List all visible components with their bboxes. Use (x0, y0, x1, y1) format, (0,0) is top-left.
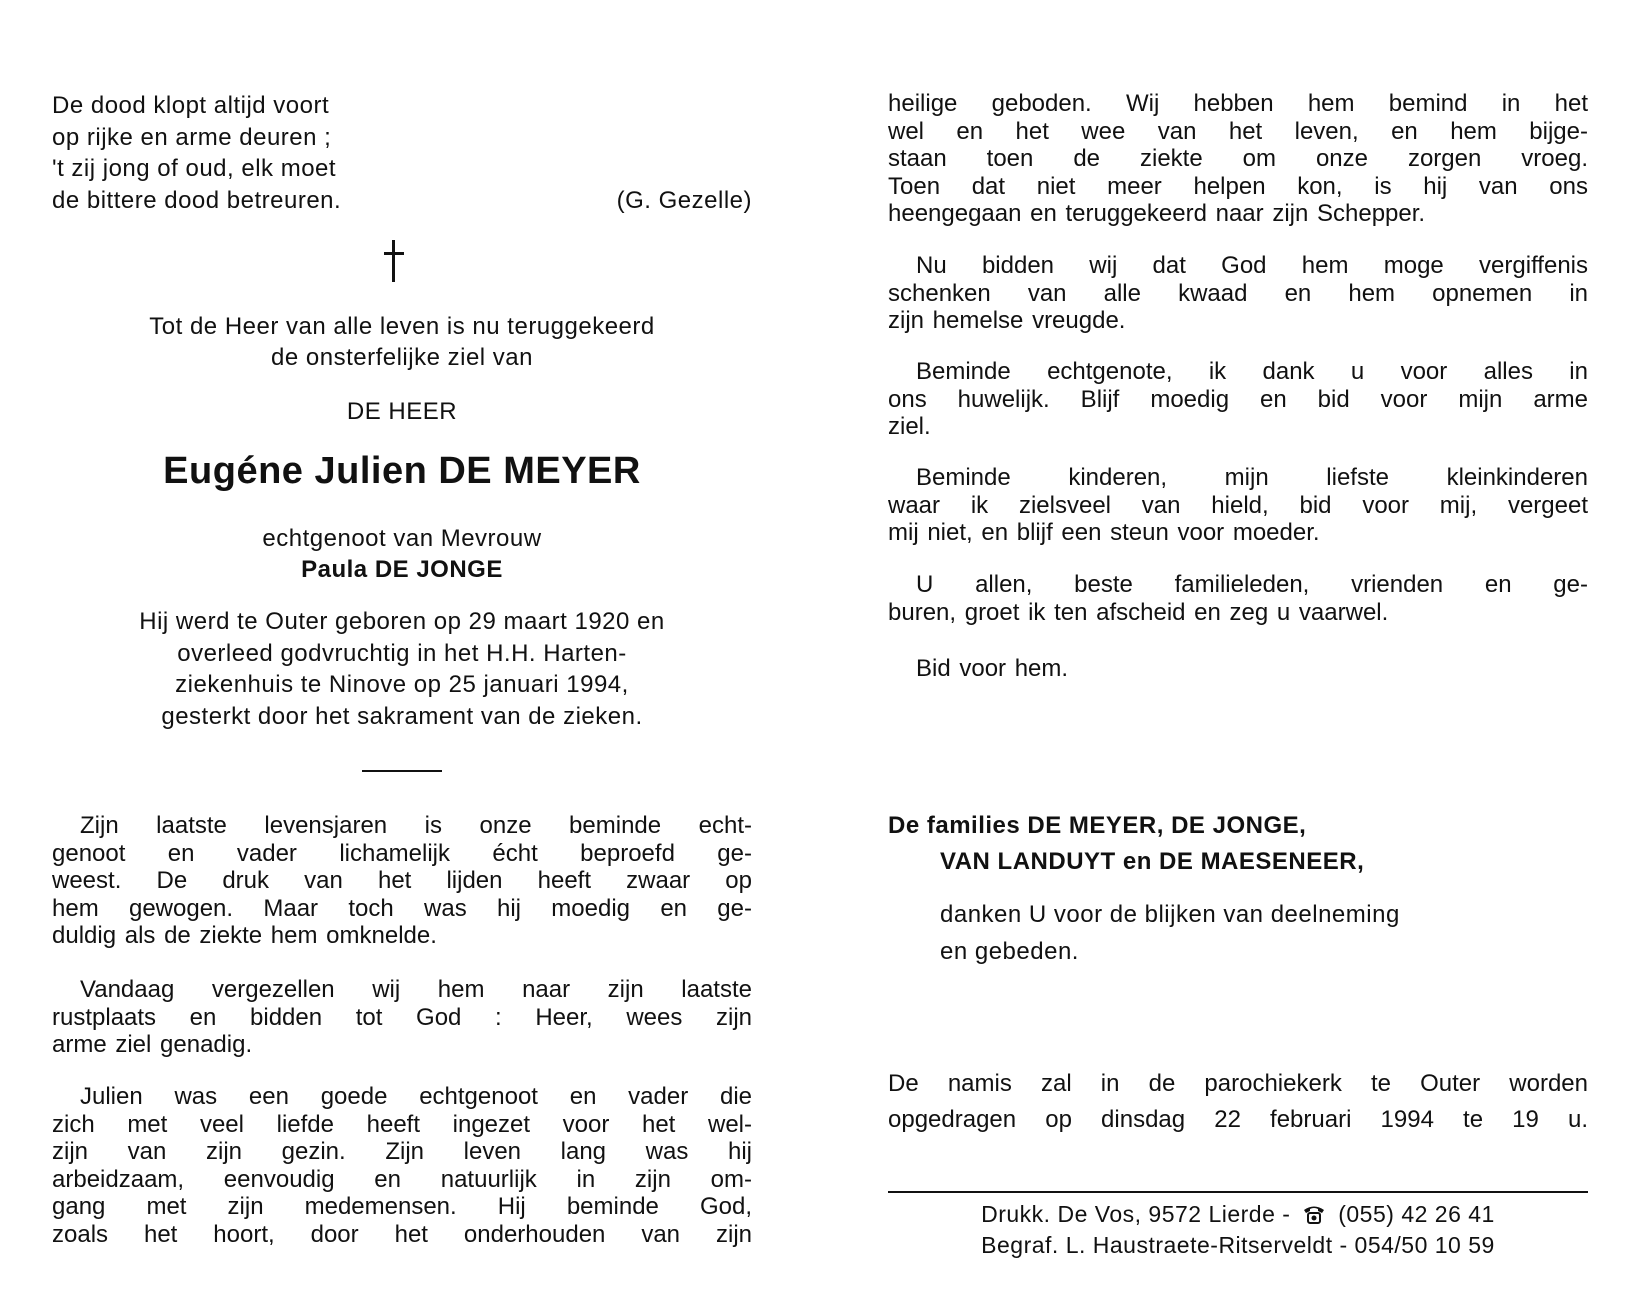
intro-line: Tot de Heer van alle leven is nu teruggekeerd (149, 313, 655, 340)
paragraph-line: staan toen de ziekte om onze zorgen vroeg. (888, 145, 1588, 172)
paragraph-line: zijn hemelse vreugde. (888, 307, 1126, 334)
divider (362, 770, 442, 772)
paragraph-line: Bid voor hem. (916, 655, 1069, 682)
telephone-icon (1301, 1203, 1327, 1225)
poem-line: 't zij jong of oud, elk moet (52, 155, 337, 182)
paragraph-line: wel en het wee van het leven, en hem bijge- (888, 117, 1588, 145)
paragraph-line: Toen dat niet meer helpen kon, is hij van ons (888, 172, 1588, 200)
birth-line: overleed godvruchtig in het H.H. Harten- (177, 639, 627, 667)
honorific (52, 396, 752, 427)
birth-line: ziekenhuis te Ninove op 25 januari 1994, (175, 671, 629, 698)
paragraph-line: Beminde kinderen, mijn liefste kleinkinderen (916, 464, 1588, 491)
paragraph-line: mij niet, en blijf een steun voor moeder. (888, 519, 1320, 546)
mass-line: opgedragen op dinsdag 22 februari 1994 te 19 u. (888, 1106, 1588, 1133)
paragraph-line: ziel. (888, 413, 931, 440)
families (888, 808, 1588, 880)
paragraph-line: rustplaats en bidden tot God : Heer, wees zijn (52, 1003, 752, 1031)
paragraph-line: arme ziel genadig. (52, 1031, 253, 1058)
footer-rule (888, 1191, 1588, 1193)
birth-line: gesterkt door het sakrament van de zieken. (161, 702, 643, 730)
paragraph-line: genoot en vader lichamelijk écht beproefd ge- (52, 839, 752, 867)
paragraph-line: duldig als de ziekte hem omknelde. (52, 922, 437, 949)
poem-line: de bittere dood betreuren. (52, 186, 342, 214)
families-line: VAN LANDUYT en DE MAESENEER, (940, 848, 1365, 875)
birth-line: Hij werd te Outer geboren op 29 maart 1920 en (139, 608, 665, 635)
paragraph-line: heilige geboden. Wij hebben hem bemind in het (888, 90, 1588, 117)
printer-info (888, 1199, 1588, 1261)
thanks (940, 896, 1560, 970)
cross-icon (384, 240, 404, 282)
printer-prefix: Drukk. De Vos, 9572 Lierde - (981, 1201, 1291, 1227)
paragraph-line: hem gewogen. Maar toch was hij moedig en ge- (52, 894, 752, 922)
undertaker-line: Begraf. L. Haustraete-Ritserveldt - 054/50 10 59 (981, 1232, 1495, 1258)
intro-line: de onsterfelijke ziel van (271, 344, 533, 371)
paragraph-right-4 (888, 571, 1588, 626)
paragraph-line: Nu bidden wij dat God hem moge vergiffenis (916, 252, 1588, 279)
paragraph-line: zoals het hoort, door het onderhouden van zijn (52, 1220, 752, 1248)
spouse (52, 523, 752, 585)
paragraph-line: Zijn laatste levensjaren is onze beminde echt- (80, 812, 752, 839)
birth-death-info (52, 606, 752, 732)
families-line: De families DE MEYER, DE JONGE, (888, 812, 1307, 839)
mass-line: De namis zal in de parochiekerk te Outer worden (888, 1070, 1588, 1097)
paragraph-right-1 (888, 252, 1588, 335)
printer-phone: (055) 42 26 41 (1338, 1201, 1495, 1227)
paragraph-line: zich met veel liefde heeft ingezet voor het wel- (52, 1110, 752, 1138)
paragraph-line: buren, groet ik ten afscheid en zeg u vaarwel. (888, 598, 1389, 626)
paragraph-right-0 (888, 90, 1588, 228)
paragraph-line: Julien was een goede echtgenoot en vader die (80, 1083, 752, 1110)
spouse-line: echtgenoot van Mevrouw (262, 525, 542, 552)
honorific-text: DE HEER (346, 398, 458, 425)
mass-notice (888, 1066, 1588, 1138)
thanks-line: danken U voor de blijken van deelneming (940, 901, 1400, 928)
paragraph-left-3 (52, 1083, 752, 1248)
poem (52, 90, 752, 216)
poem-line: op rijke en arme deuren ; (52, 123, 332, 151)
paragraph-line: heengegaan en teruggekeerd naar zijn Schepper. (888, 200, 1426, 227)
intro (52, 311, 752, 373)
printer-line (888, 1199, 1588, 1230)
paragraph-left-2 (52, 976, 752, 1059)
poem-line: De dood klopt altijd voort (52, 92, 330, 119)
spouse-name: Paula DE JONGE (301, 556, 503, 583)
paragraph-line: zijn van zijn gezin. Zijn leven lang was hij (52, 1138, 752, 1165)
paragraph-line: gang met zijn medemensen. Hij beminde God, (52, 1193, 752, 1220)
paragraph-line: waar ik zielsveel van hield, bid voor mij, vergeet (888, 491, 1588, 519)
poem-author: (G. Gezelle) (616, 186, 752, 214)
paragraph-line: Beminde echtgenote, ik dank u voor alles in (916, 358, 1588, 385)
paragraph-right-2 (888, 358, 1588, 441)
paragraph-line: weest. De druk van het lijden heeft zwaar op (52, 867, 752, 894)
deceased-name: Eugéne Julien DE MEYER (163, 450, 641, 492)
paragraph-line: U allen, beste familieleden, vrienden en ge- (916, 571, 1588, 598)
paragraph-left-1 (52, 812, 752, 950)
paragraph-right-3 (888, 464, 1588, 547)
paragraph-line: Vandaag vergezellen wij hem naar zijn laatste (80, 976, 752, 1003)
paragraph-line: schenken van alle kwaad en hem opnemen in (888, 279, 1588, 307)
paragraph-right-5 (888, 655, 1588, 683)
paragraph-line: arbeidzaam, eenvoudig en natuurlijk in zijn om- (52, 1165, 752, 1193)
thanks-line: en gebeden. (940, 938, 1079, 965)
paragraph-line: ons huwelijk. Blijf moedig en bid voor mijn arme (888, 385, 1588, 413)
